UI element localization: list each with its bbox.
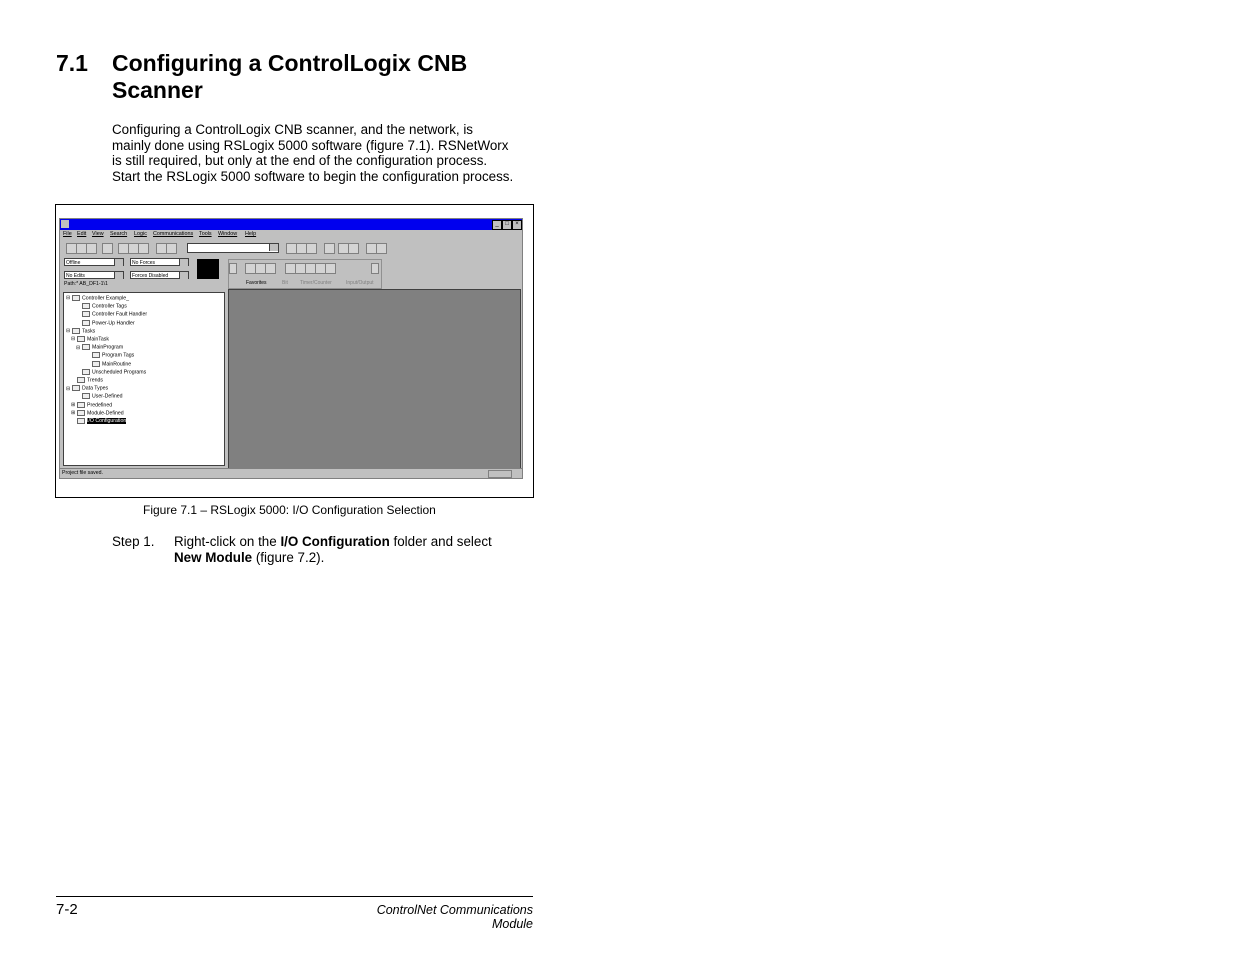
tree-item-label: Program Tags: [102, 352, 135, 359]
intro-line: Configuring a ControlLogix CNB scanner, and the network, is: [112, 122, 473, 137]
folder-icon: [77, 402, 85, 408]
zoom-out-icon[interactable]: [376, 243, 387, 254]
save-icon[interactable]: [86, 243, 97, 254]
menu-item-communications[interactable]: Communications: [153, 231, 194, 237]
workspace-area: [228, 289, 521, 469]
menu-item-window[interactable]: Window: [218, 231, 238, 237]
tree-item[interactable]: [71, 336, 109, 342]
tree-item[interactable]: [71, 410, 124, 416]
edits-combo[interactable]: [64, 271, 124, 279]
search-combo[interactable]: [187, 243, 279, 253]
step-text-part: (figure 7.2).: [252, 550, 325, 565]
browse-icon[interactable]: [306, 243, 317, 254]
otu-icon[interactable]: [325, 263, 336, 274]
mode-combo[interactable]: [64, 258, 124, 266]
chevron-down-icon: [114, 272, 123, 279]
section-title-line-2: Scanner: [112, 77, 203, 103]
tab-favorites[interactable]: Favorites: [246, 280, 267, 286]
forces-combo[interactable]: [130, 258, 189, 266]
folder-icon: [77, 410, 85, 416]
tree-item-label: Module-Defined: [87, 410, 124, 417]
folder-icon: [82, 369, 90, 375]
folder-icon: [92, 352, 100, 358]
intro-line: mainly done using RSLogix 5000 software (figure 7.1). RSNetWorx: [112, 137, 509, 153]
intro-line: is still required, but only at the end of the configuration process.: [112, 153, 488, 169]
tree-item-label: Power-Up Handler: [92, 319, 135, 326]
section-number: 7.1: [56, 50, 88, 76]
menu-item-file[interactable]: File: [63, 231, 72, 237]
menu-item-search[interactable]: Search: [110, 231, 128, 237]
expand-icon[interactable]: ⊞: [71, 401, 76, 408]
footer-title: ControlNet Communications Module: [376, 903, 533, 931]
intro-paragraph: [112, 122, 542, 184]
verify-icon[interactable]: [324, 243, 335, 254]
tab-input-output[interactable]: Input/Output: [346, 280, 374, 286]
edits-value: No Edits: [66, 273, 85, 279]
tab-timer-counter[interactable]: Timer/Counter: [300, 280, 332, 286]
status-bar: [60, 468, 522, 478]
tab-bit[interactable]: Bit: [282, 280, 288, 286]
tree-item-label: Predefined: [87, 401, 113, 408]
intro-line: Start the RSLogix 5000 software to begin the configuration process.: [112, 168, 514, 184]
step-label: Step 1.: [112, 534, 155, 549]
folder-icon: [82, 344, 90, 350]
tree-item[interactable]: [71, 377, 103, 383]
tree-item-label: I/O Configuration: [87, 418, 127, 425]
tree-item-label: MainProgram: [92, 344, 124, 351]
scroll-left-icon[interactable]: [229, 263, 237, 274]
tree-item[interactable]: [86, 361, 131, 367]
rslogix-window: [59, 218, 523, 479]
folder-icon: [72, 328, 80, 334]
toolbar: [60, 241, 522, 255]
tree-item-label: MainRoutine: [102, 360, 132, 367]
tree-item-label: Unscheduled Programs: [92, 369, 147, 376]
app-icon: [61, 220, 69, 228]
folder-icon: [82, 303, 90, 309]
status-panel: [488, 470, 512, 478]
footer-rule: [56, 896, 533, 897]
menu-bar: [60, 230, 522, 240]
controller-organizer-tree[interactable]: [63, 292, 225, 466]
folder-icon: [72, 295, 80, 301]
collapse-icon[interactable]: ⊟: [66, 295, 71, 302]
chevron-down-icon: [114, 259, 123, 266]
tree-item-label: Controller Example_: [82, 295, 129, 302]
tree-item-label: MainTask: [87, 336, 109, 343]
menu-item-view[interactable]: View: [92, 231, 104, 237]
tree-item-label: Data Types: [82, 385, 109, 392]
tree-item[interactable]: [76, 311, 147, 317]
collapse-icon[interactable]: ⊟: [76, 344, 81, 351]
tree-item[interactable]: [86, 352, 134, 358]
menu-item-logic[interactable]: Logic: [134, 231, 147, 237]
page-number: 7-2: [56, 901, 78, 918]
print-icon[interactable]: [102, 243, 113, 254]
forces-state-combo[interactable]: [130, 271, 189, 279]
step-bold-io-configuration: I/O Configuration: [280, 534, 390, 549]
menu-item-edit[interactable]: Edit: [77, 231, 87, 237]
folder-icon: [92, 361, 100, 367]
redo-icon[interactable]: [166, 243, 177, 254]
paste-icon[interactable]: [138, 243, 149, 254]
step-bold-new-module: New Module: [174, 550, 253, 565]
path-label: Path:* AB_DF1-1\1: [64, 281, 108, 287]
forces-value: No Forces: [132, 260, 156, 266]
tree-item[interactable]: [71, 402, 112, 408]
chevron-down-icon: [269, 244, 278, 251]
tree-item[interactable]: [76, 344, 123, 350]
mode-value: Offline: [66, 260, 81, 266]
folder-icon: [77, 336, 85, 342]
branch-level-icon[interactable]: [265, 263, 276, 274]
tree-item-label: Controller Fault Handler: [92, 311, 148, 318]
step-text-part: Right-click on the: [174, 534, 281, 549]
tree-item[interactable]: [66, 328, 95, 334]
collapse-icon[interactable]: ⊟: [71, 336, 76, 343]
tree-item-label: User-Defined: [92, 393, 123, 400]
close-icon[interactable]: ×: [512, 220, 522, 230]
tree-item[interactable]: [76, 303, 127, 309]
collapse-icon[interactable]: ⊟: [66, 385, 71, 392]
folder-icon: [82, 311, 90, 317]
folder-icon: [77, 418, 85, 424]
maximize-icon[interactable]: □: [502, 220, 512, 230]
menu-item-tools[interactable]: Tools: [199, 231, 212, 237]
section-title: [112, 50, 552, 104]
section-title-line-1: Configuring a ControlLogix CNB: [112, 50, 468, 76]
collapse-icon[interactable]: ⊟: [66, 328, 71, 335]
chevron-down-icon: [179, 272, 188, 279]
tree-item[interactable]: [66, 295, 129, 301]
menu-item-help[interactable]: Help: [245, 231, 257, 237]
folder-icon: [82, 320, 90, 326]
tree-item[interactable]: [66, 385, 108, 391]
tree-item[interactable]: [71, 418, 126, 424]
minimize-icon[interactable]: _: [492, 220, 502, 230]
folder-icon: [72, 385, 80, 391]
folder-icon: [77, 377, 85, 383]
tree-item-label: Controller Tags: [92, 303, 127, 310]
expand-icon[interactable]: ⊞: [71, 410, 76, 417]
figure-caption-text: Figure 7.1 – RSLogix 5000: I/O Configuration Selection: [143, 503, 436, 517]
controller-status-icon: [197, 259, 219, 279]
tree-item[interactable]: [76, 369, 146, 375]
tree-item-label: Trends: [87, 377, 103, 384]
window-titlebar: [60, 219, 522, 230]
tree-item[interactable]: [76, 393, 123, 399]
status-text: Project file saved.: [62, 470, 103, 476]
tree-item-label: Tasks: [82, 328, 96, 335]
tag-icon[interactable]: [348, 243, 359, 254]
step-text: [174, 534, 534, 566]
scroll-right-icon[interactable]: [371, 263, 379, 274]
tree-item[interactable]: [76, 320, 135, 326]
step-text-part: folder and select: [389, 534, 492, 549]
folder-icon: [82, 393, 90, 399]
chevron-down-icon: [179, 259, 188, 266]
forces-state-value: Forces Disabled: [132, 273, 169, 279]
